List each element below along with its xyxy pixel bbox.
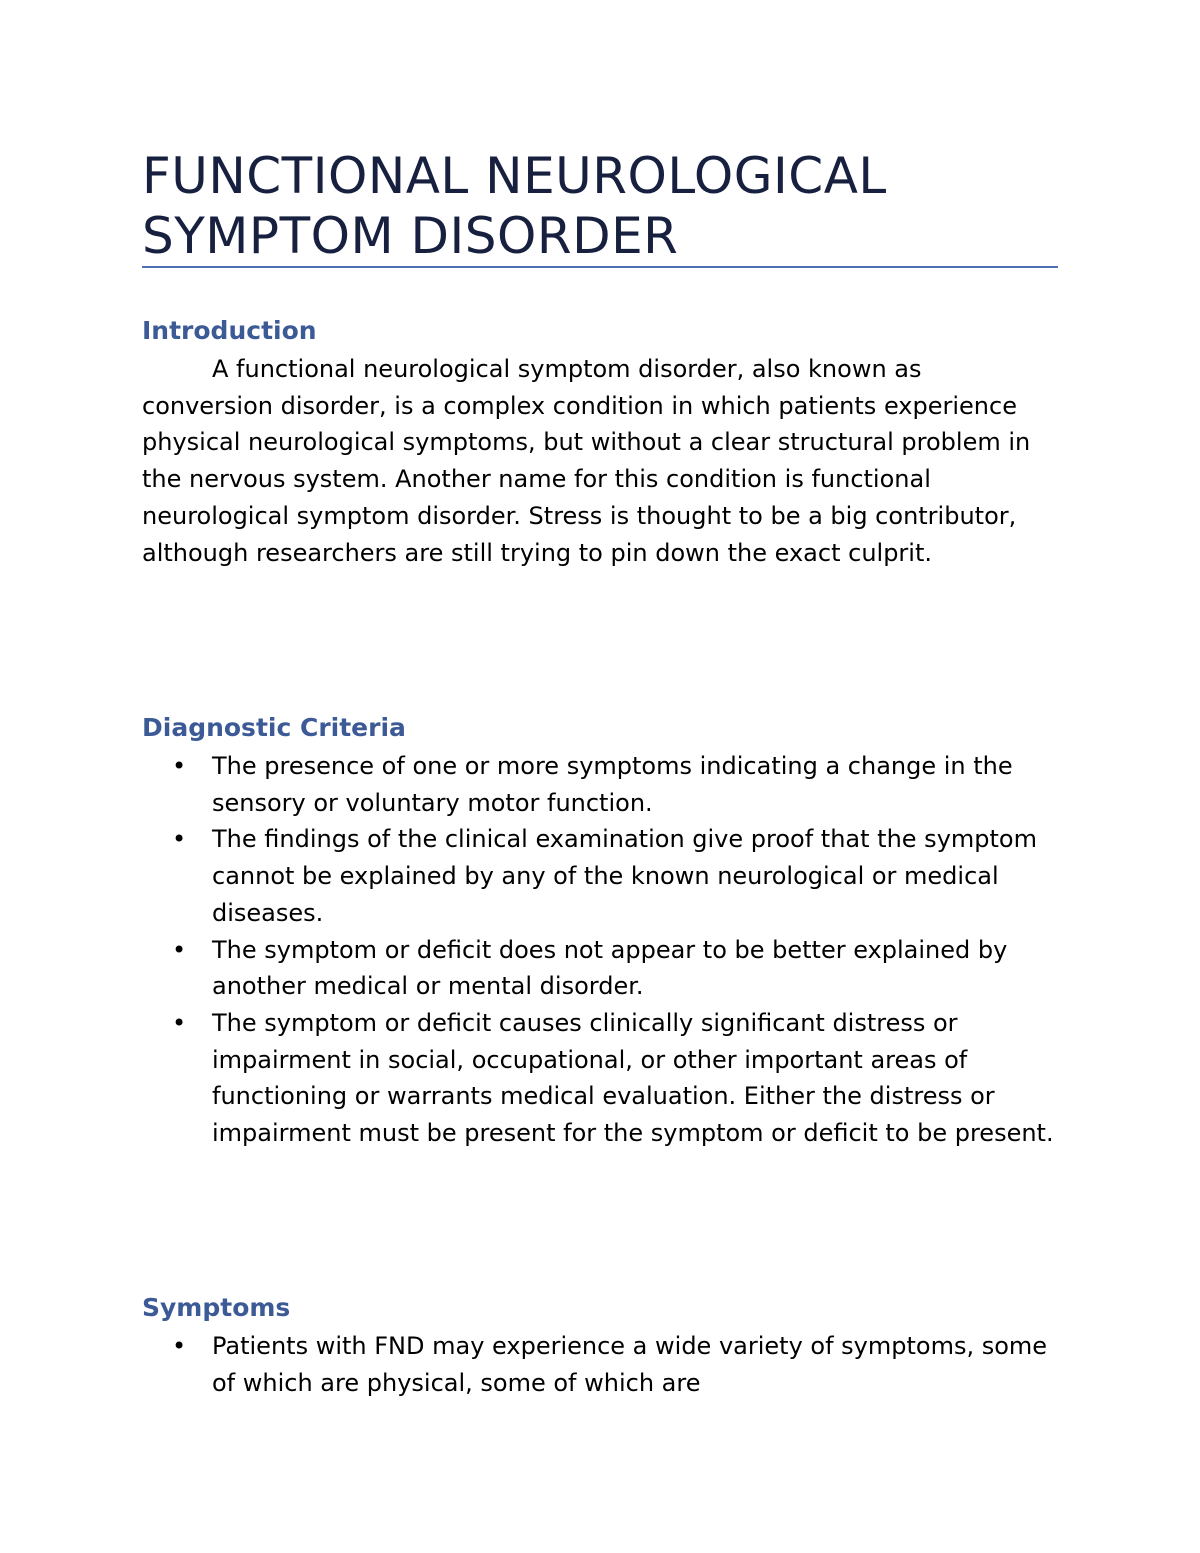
bullet-icon: • [172,825,187,854]
title-divider [142,266,1058,268]
list-item-text: The symptom or deficit causes clinically significant distress or impairment in social, occupational, or other important areas of functioning or warrants medical evaluation. Either the distress or impairment must be present for the symptom or deficit to be present. [212,1008,1054,1148]
document-title: FUNCTIONAL NEUROLOGICAL SYMPTOM DISORDER [142,147,887,265]
section-heading-diagnostic-criteria: Diagnostic Criteria [142,713,406,742]
section-heading-symptoms: Symptoms [142,1293,291,1322]
list-item [142,748,1058,821]
introduction-paragraph: A functional neurological symptom disorder, also known as conversion disorder, is a complex condition in which patients experience physical neurological symptoms, but without a clear structural problem in the nervous system. Another name for this condition is functional neurological symptom disorder. Stress is thought to be a big contributor, although researchers are still trying to pin down the exact culprit. [142,355,1031,567]
bullet-icon: • [172,752,187,780]
bullet-icon: • [172,1332,187,1360]
list-item-text: The presence of one or more symptoms indicating a change in the sensory or voluntary motor function. [212,752,1013,817]
list-item-text: The findings of the clinical examination give proof that the symptom cannot be explained by any of the known neurological or medical diseases. [212,825,1037,927]
list-item-text: The symptom or deficit does not appear to be better explained by another medical or mental disorder. [212,935,1008,1001]
list-item [142,932,1058,1005]
list-item [142,821,1058,931]
section-heading-introduction: Introduction [142,316,317,345]
diagnostic-criteria-list [142,748,1058,1152]
bullet-icon: • [172,935,187,964]
list-item-text: Patients with FND may experience a wide variety of symptoms, some of which are physical, some of which are [212,1332,1048,1397]
bullet-icon: • [172,1008,187,1037]
symptoms-list [142,1328,1058,1401]
list-item [142,1328,1058,1401]
list-item [142,1005,1058,1152]
